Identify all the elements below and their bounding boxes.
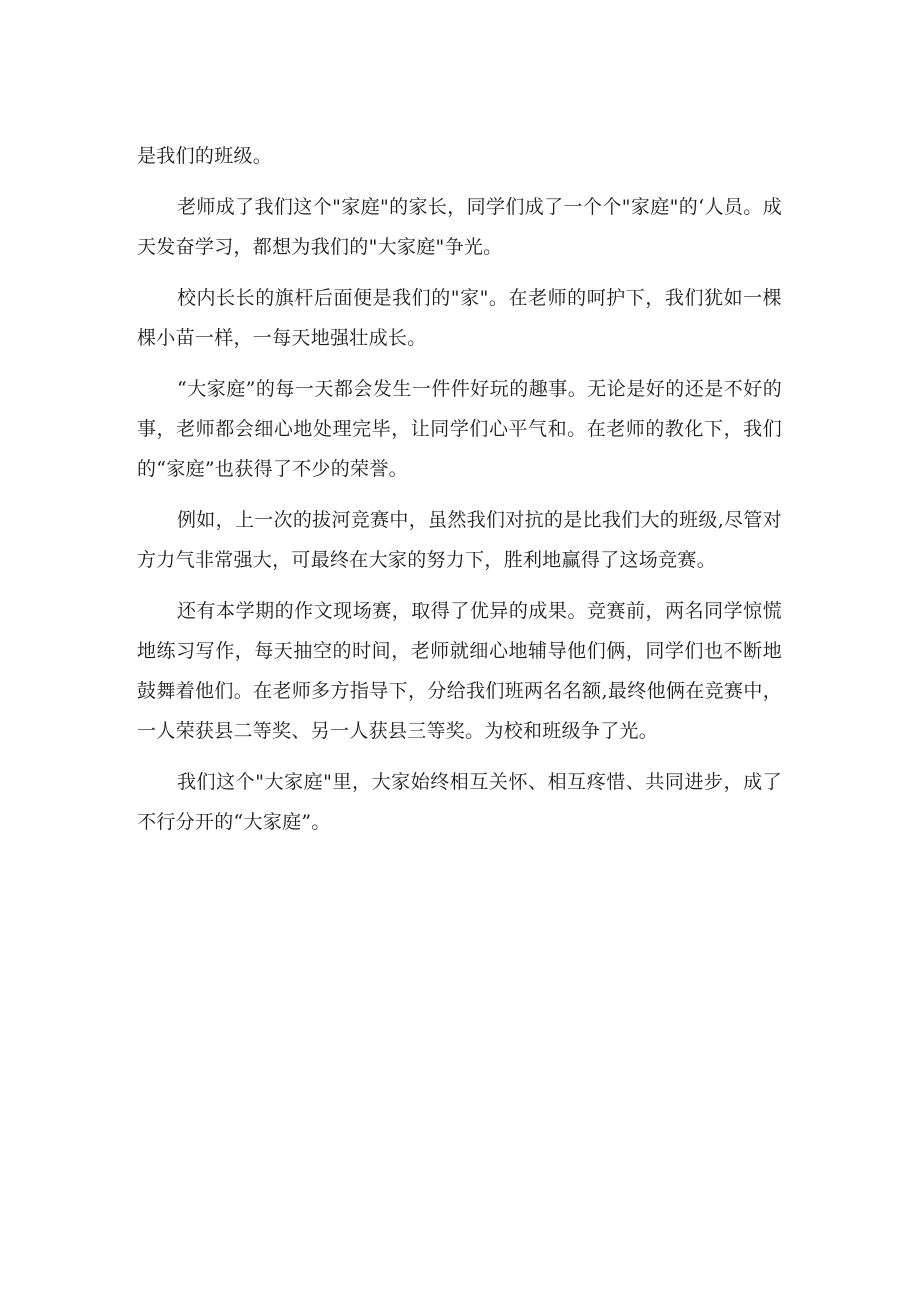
- paragraph-1: 是我们的班级。: [137, 145, 273, 167]
- paragraph-2: 老师成了我们这个"家庭"的家长，同学们成了一个个"家庭"的‘人员。成天发奋学习，都想为我们的"大家庭"争光。: [137, 196, 782, 258]
- paragraph-6: 还有本学期的作文现场赛，取得了优异的成果。竞赛前，两名同学惊慌地练习写作，每天抽空的时间，老师就细心地辅导他们俩，同学们也不断地鼓舞着他们。在老师多方指导下，分给我们班两名名额,最终他俩在竞赛中，一人荣获县二等奖、另一人获县三等奖。为校和班级争了光。: [137, 600, 782, 742]
- paragraph-7: 我们这个"大家庭"里，大家始终相互关怀、相互疼惜、共同进步，成了不行分开的“大家庭”。: [137, 771, 782, 833]
- paragraph-4: “大家庭”的每一天都会发生一件件好玩的趣事。无论是好的还是不好的事，老师都会细心地处理完毕，让同学们心平气和。在老师的教化下，我们的“家庭”也获得了不少的荣誉。: [137, 378, 782, 480]
- document-body: [137, 136, 782, 853]
- paragraph-5: 例如，上一次的拔河竞赛中，虽然我们对抗的是比我们大的班级,尽管对方力气非常强大，可最终在大家的努力下，胜利地赢得了这场竞赛。: [137, 509, 782, 571]
- paragraph-3: 校内长长的旗杆后面便是我们的"家"。在老师的呵护下，我们犹如一棵棵小苗一样，一每天地强壮成长。: [137, 287, 782, 349]
